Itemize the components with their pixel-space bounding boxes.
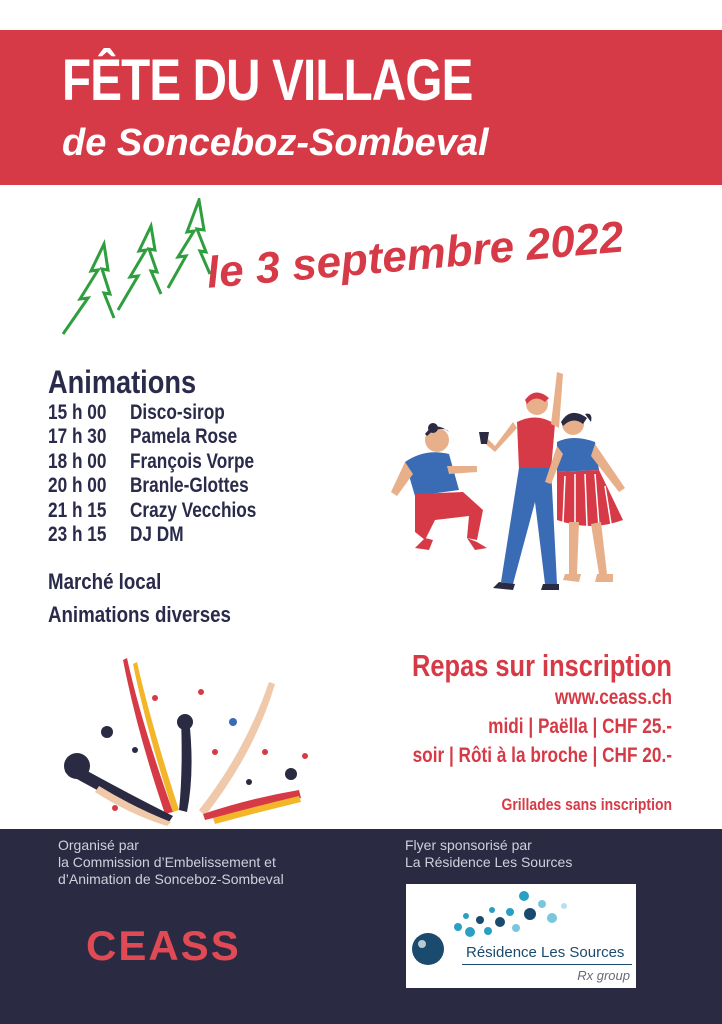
organizer-block (58, 837, 284, 888)
schedule-time: 23 h 15 (48, 522, 107, 546)
meal-heading: Repas sur inscription (412, 648, 672, 683)
grill-note: Grillades sans inscription (501, 795, 672, 814)
dancing-people-illustration (385, 362, 640, 592)
fireworks-illustration (55, 652, 330, 830)
schedule-time: 21 h 15 (48, 498, 107, 522)
residence-logo-group: Rx group (577, 968, 630, 983)
page-subtitle: de Sonceboz-Sombeval (62, 122, 489, 164)
schedule-act: Disco-sirop (130, 401, 225, 424)
schedule-act: Crazy Vecchios (130, 498, 257, 522)
residence-logo (406, 884, 636, 988)
event-date: le 3 septembre 2022 (204, 212, 626, 298)
animations-heading: Animations (48, 364, 197, 400)
schedule-row (48, 523, 256, 547)
schedule-row (48, 474, 256, 498)
schedule-act: Branle-Glottes (130, 474, 249, 498)
sponsor-block (405, 837, 572, 871)
schedule-act: Pamela Rose (130, 425, 238, 449)
schedule-list (48, 401, 302, 547)
schedule-row (48, 450, 256, 474)
page-title: FÊTE DU VILLAGE (62, 48, 473, 113)
schedule-time: 15 h 00 (48, 401, 107, 424)
schedule-row (48, 425, 256, 449)
organizer-label: Organisé par (58, 837, 139, 853)
schedule-time: 18 h 00 (48, 449, 107, 473)
organizer-line1: la Commission d’Embelissement et (58, 854, 276, 870)
dinner-offer: soir | Rôti à la broche | CHF 20.- (412, 744, 672, 767)
lunch-offer: midi | Paëlla | CHF 25.- (488, 715, 672, 738)
residence-logo-divider (462, 964, 632, 965)
website-link[interactable]: www.ceass.ch (554, 686, 672, 709)
residence-logo-name: Résidence Les Sources (466, 944, 625, 961)
schedule-row (48, 499, 256, 523)
various-animations-text: Animations diverses (48, 602, 231, 627)
schedule-time: 20 h 00 (48, 474, 107, 498)
schedule-row (48, 401, 256, 425)
footer (0, 829, 722, 1024)
organizer-line2: d’Animation de Sonceboz-Sombeval (58, 871, 284, 887)
header-banner (0, 30, 722, 185)
meal-section (355, 650, 672, 813)
sponsor-label: Flyer sponsorisé par (405, 837, 532, 853)
sponsor-name: La Résidence Les Sources (405, 854, 573, 870)
ceass-logo: CEASS (86, 922, 241, 969)
local-market-text: Marché local (48, 569, 162, 594)
schedule-act: DJ DM (130, 522, 184, 546)
schedule-time: 17 h 30 (48, 425, 107, 449)
schedule-act: François Vorpe (130, 449, 255, 473)
